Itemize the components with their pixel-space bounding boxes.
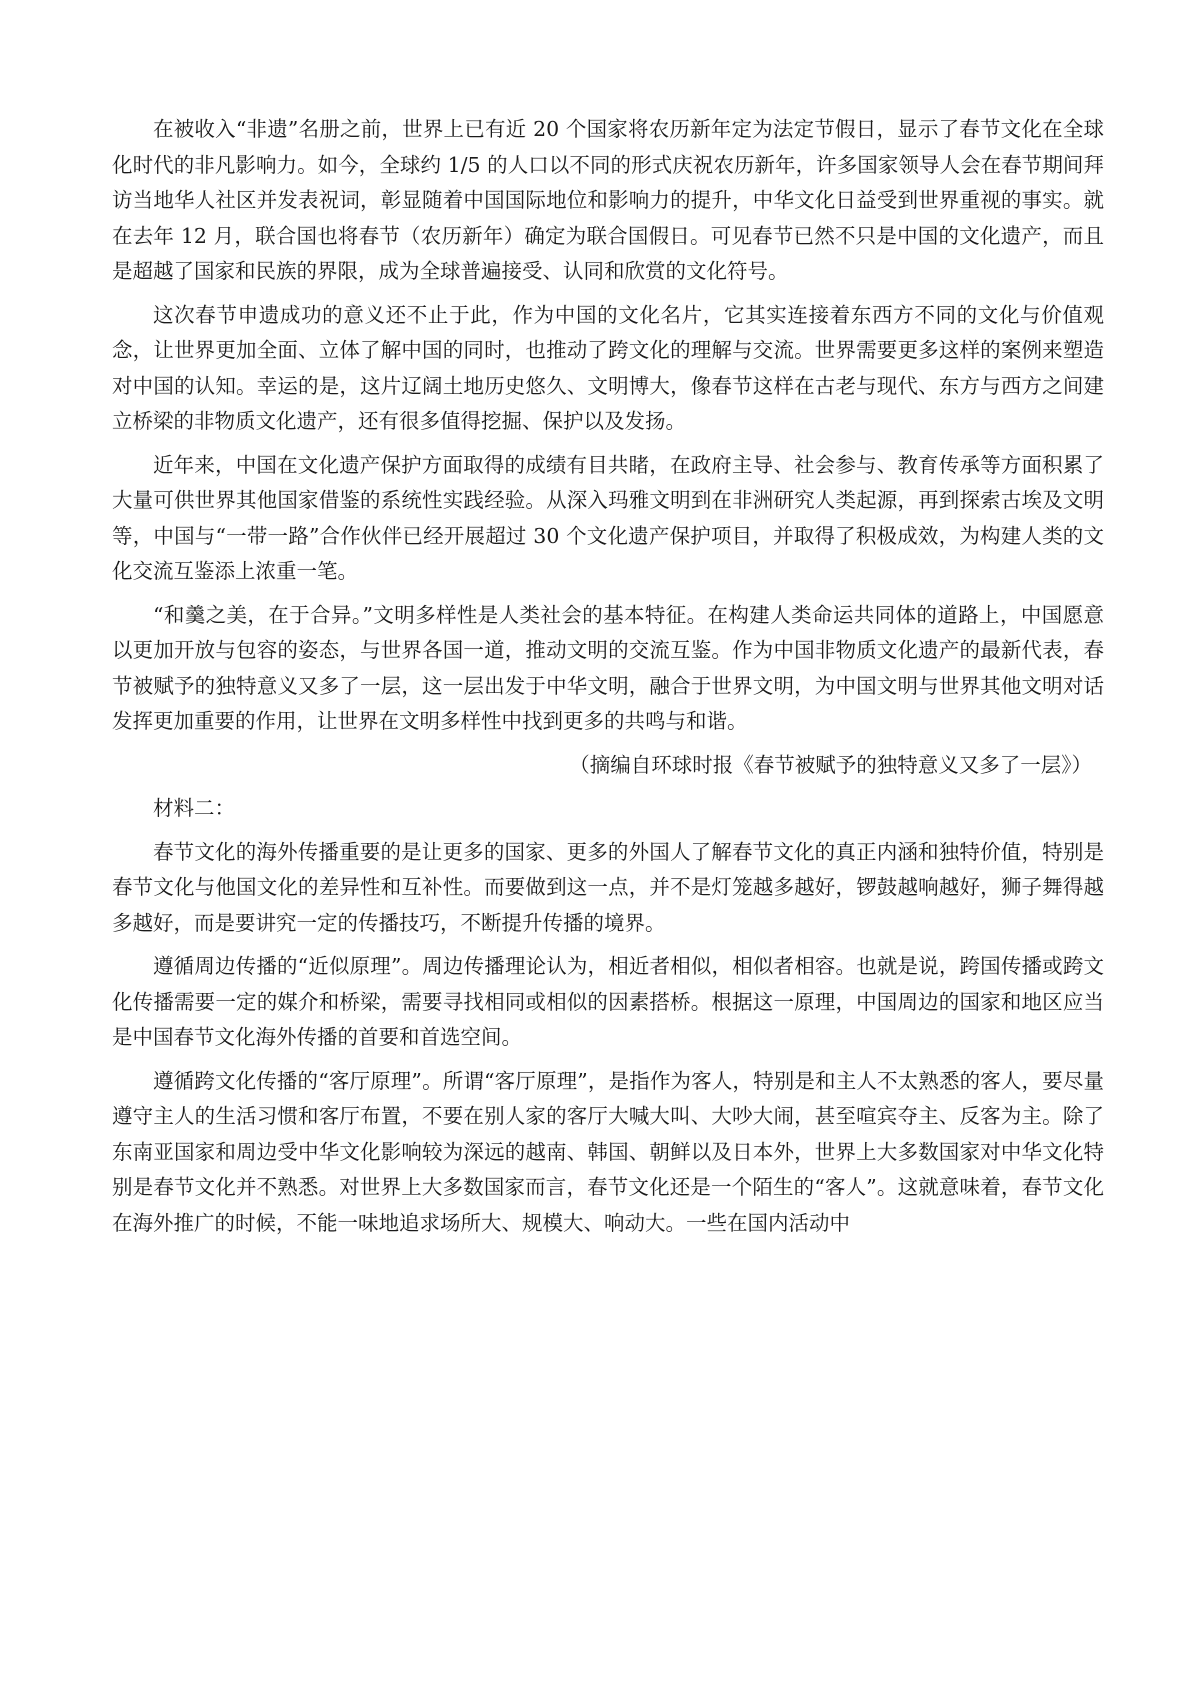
material-one [112,112,1104,783]
material-two [112,791,1104,1241]
paragraph: 在被收入“非遗”名册之前，世界上已有近 20 个国家将农历新年定为法定节假日，显示了春节文化在全球化时代的非凡影响力。如今，全球约 1/5 的人口以不同的形式庆祝农历新年，许多国家领导人会在春节期间拜访当地华人社区并发表祝词，彰显随着中国国际地位和影响力的提升，中华文化日益受到世界重视的事实。就在去年 12 月，联合国也将春节（农历新年）确定为联合国假日。可见春节已然不只是中国的文化遗产，而且是超越了国家和民族的界限，成为全球普遍接受、认同和欣赏的文化符号。 [112,117,1104,283]
paragraph: 遵循跨文化传播的“客厅原理”。所谓“客厅原理”，是指作为客人，特别是和主人不太熟悉的客人，要尽量遵守主人的生活习惯和客厅布置，不要在别人家的客厅大喊大叫、大吵大闹，甚至喧宾夺主、反客为主。除了东南亚国家和周边受中华文化影响较为深远的越南、韩国、朝鲜以及日本外，世界上大多数国家对中华文化特别是春节文化并不熟悉。对世界上大多数国家而言，春节文化还是一个陌生的“客人”。这就意味着，春节文化在海外推广的时候，不能一味地追求场所大、规模大、响动大。一些在国内活动中 [112,1068,1104,1235]
paragraph: 这次春节申遗成功的意义还不止于此，作为中国的文化名片，它其实连接着东西方不同的文化与价值观念，让世界更加全面、立体了解中国的同时，也推动了跨文化的理解与交流。世界需要更多这样的案例来塑造对中国的认知。幸运的是，这片辽阔土地历史悠久、文明博大，像春节这样在古老与现代、东方与西方之间建立桥梁的非物质文化遗产，还有很多值得挖掘、保护以及发扬。 [112,302,1104,433]
paragraph: “和羹之美，在于合异。”文明多样性是人类社会的基本特征。在构建人类命运共同体的道路上，中国愿意以更加开放与包容的姿态，与世界各国一道，推动文明的交流互鉴。作为中国非物质文化遗产的最新代表，春节被赋予的独特意义又多了一层，这一层出发于中华文明，融合于世界文明，为中国文明与世界其他文明对话发挥更加重要的作用，让世界在文明多样性中找到更多的共鸣与和谐。 [112,602,1104,733]
paragraph: 遵循周边传播的“近似原理”。周边传播理论认为，相近者相似，相似者相容。也就是说，跨国传播或跨文化传播需要一定的媒介和桥梁，需要寻找相同或相似的因素搭桥。根据这一原理，中国周边的国家和地区应当是中国春节文化海外传播的首要和首选空间。 [112,954,1104,1049]
document-page [112,112,1104,1249]
section-heading: 材料二： [153,796,235,820]
paragraph: 春节文化的海外传播重要的是让更多的国家、更多的外国人了解春节文化的真正内涵和独特价值，特别是春节文化与他国文化的差异性和互补性。而要做到这一点，并不是灯笼越多越好，锣鼓越响越好，狮子舞得越多越好，而是要讲究一定的传播技巧，不断提升传播的境界。 [112,839,1104,935]
source-citation: （摘编自环球时报《春节被赋予的独特意义又多了一层》） [569,752,1092,777]
paragraph: 近年来，中国在文化遗产保护方面取得的成绩有目共睹，在政府主导、社会参与、教育传承等方面积累了大量可供世界其他国家借鉴的系统性实践经验。从深入玛雅文明到在非洲研究人类起源，再到探索古埃及文明等，中国与“一带一路”合作伙伴已经开展超过 30 个文化遗产保护项目，并取得了积极成效，为构建人类的文化交流互鉴添上浓重一笔。 [112,452,1104,583]
